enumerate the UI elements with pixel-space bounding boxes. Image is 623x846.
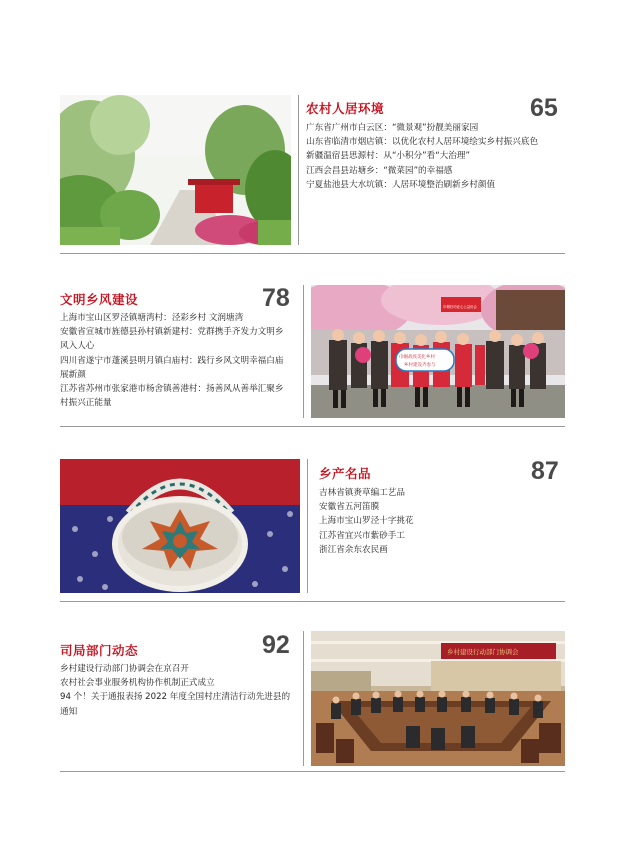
section4-rule [60,771,565,772]
photo-banner-text: 乡村建设行动部门协调会 [447,648,519,656]
section3-rule [60,601,565,602]
article-item[interactable]: 农村社会事业服务机构协作机制正式成立 [60,678,215,689]
article-item[interactable]: 94 个！关于通报表扬 2022 年度全国村庄清洁行动先进县的通知 [60,692,291,717]
section1-divider [298,95,299,245]
section3-article-list [319,486,549,557]
garden-photo [60,95,291,245]
article-item[interactable]: 江西会昌县站塘乡：“微菜园”的幸福感 [306,165,453,176]
article-item[interactable]: 乡村建设行动部门协调会在京召开 [60,664,189,674]
section2-article-list [60,311,289,410]
article-item[interactable]: 新疆温宿县思源村：从“小积分”看“大治理” [306,151,470,162]
article-item[interactable]: 山东省临清市烟店镇：以优化农村人居环境绘实乡村振兴底色 [306,137,539,148]
article-item[interactable]: 四川省遂宁市蓬溪县明月镇白庙村：践行乡风文明幸福白庙展新颜 [60,355,284,380]
photo-sign-bottom-text: 乡村建设齐参与 [404,363,436,368]
section-title-rural-environment: 农村人居环境 [306,101,385,116]
section2-divider [303,285,304,418]
section1-rule [60,253,565,254]
woven-basket-photo [60,459,300,593]
photo-banner-text: 巾帼妇幼爱心公益协会 [443,305,477,309]
page-number-87: 87 [531,457,559,485]
article-item[interactable]: 安徽省宣城市旌德县孙村镇新建村：党群携手齐发力文明乡风入人心 [60,327,284,352]
section2-rule [60,426,565,427]
article-item[interactable]: 江苏省苏州市张家港市杨舍镇善港村：扬善风从善举汇聚乡村振兴正能量 [60,384,284,409]
article-item[interactable]: 上海市宝山区罗泾镇塘湾村：泾彩乡村 文润塘湾 [60,313,244,323]
photo-sign-top-text: 巾帼战疫美化乡村 [399,355,435,360]
article-item[interactable]: 广东省广州市白云区：“微景观”扮靓美丽家园 [306,123,479,133]
article-item[interactable]: 安徽省五河笛膜 [319,502,380,513]
section3-divider [307,459,308,593]
article-item[interactable]: 宁夏盐池县大水坑镇：人居环境整治刷新乡村颜值 [306,179,496,190]
page-number-78: 78 [262,284,290,312]
volunteers-group-photo [311,285,565,418]
section-title-local-products: 乡产名品 [319,466,372,481]
section4-divider [303,631,304,766]
section1-article-list [306,121,566,192]
section-title-civilization: 文明乡风建设 [60,292,139,307]
article-item[interactable]: 浙江省余东农民画 [319,544,388,555]
section4-article-list [60,662,293,719]
page-number-65: 65 [530,94,558,122]
article-item[interactable]: 上海市宝山罗泾十字挑花 [319,516,414,527]
article-item[interactable]: 吉林省镇赉草编工艺品 [319,488,405,498]
meeting-room-photo [311,631,565,766]
section-title-department-news: 司局部门动态 [60,643,139,658]
article-item[interactable]: 江苏省宜兴市紫砂手工 [319,530,405,541]
page-number-92: 92 [262,631,290,659]
